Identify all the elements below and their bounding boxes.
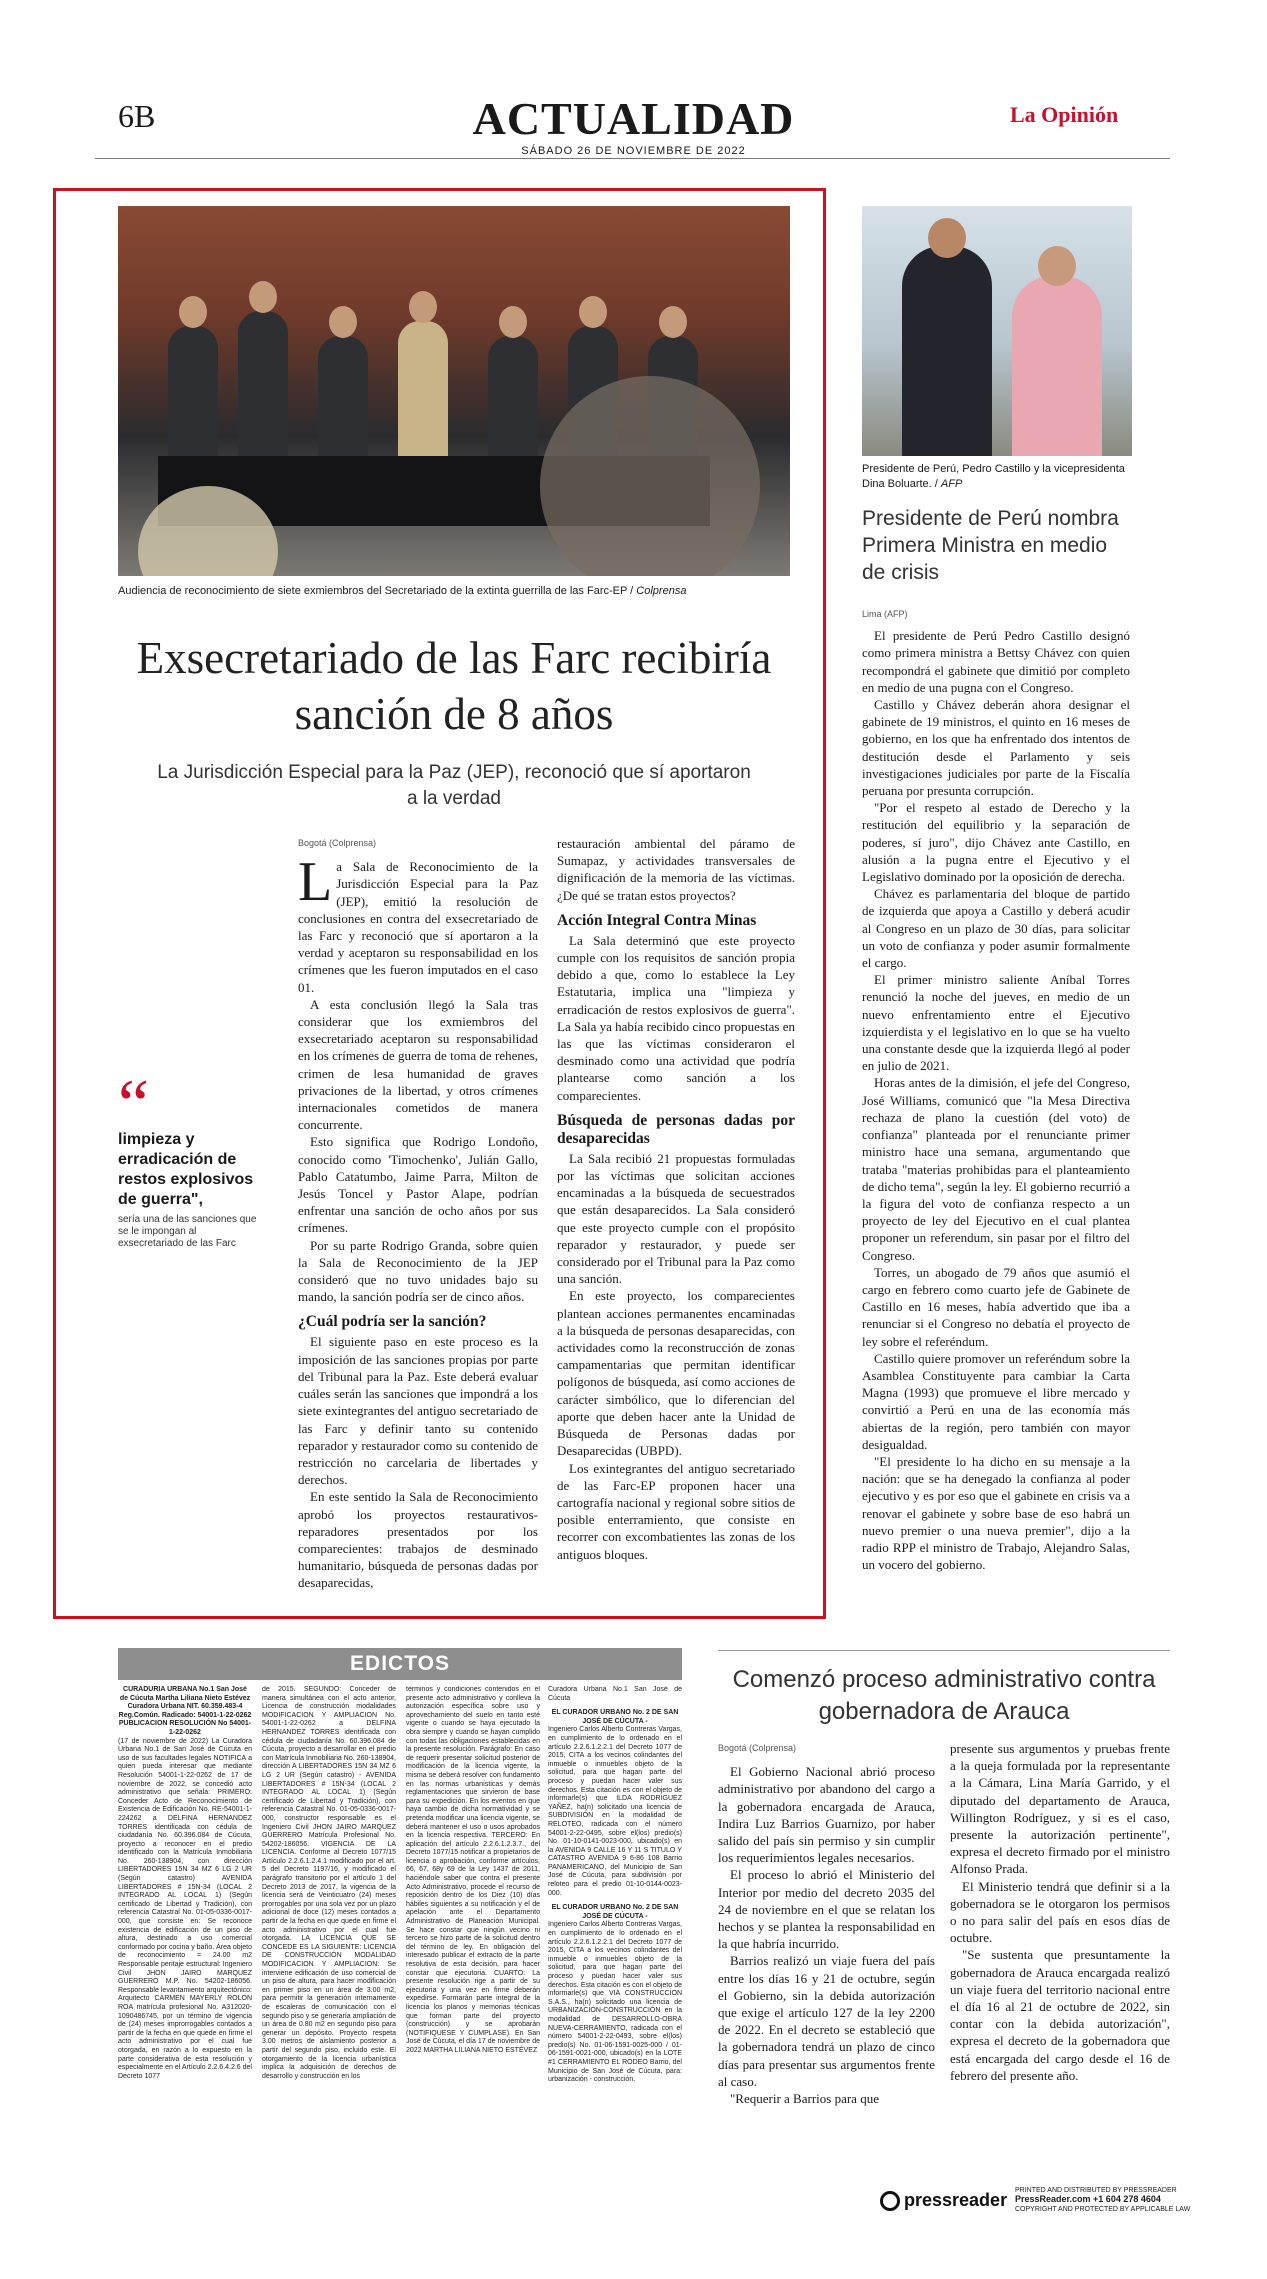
paragraph: Castillo y Chávez deberán ahora designar el gabinete de 19 ministros, el quinto en 16 meses de gobierno, en los que ha enfrentado dos intentos de destitución desde el Parlamento y seis investigaciones judiciales por parte de la Fiscalía peruana por presunta corrupción. — [862, 697, 1130, 799]
arauca-rule — [718, 1650, 1170, 1651]
paragraph: La Sala determinó que este proyecto cumple con los requisitos de sanción propia debido a que, como lo establece la Ley Estatutaria, implica una "limpieza y erradicación de restos explosivos de guerra". La Sala ya había recibido cinco propuestas en las que las víctimas consideraron el desminado como una actividad que podría plantearse como sanción a los comparecientes. — [557, 932, 795, 1103]
main-story-photo — [118, 206, 790, 576]
edicto-text: Curadora Urbana No.1 San José de Cúcuta — [548, 1686, 682, 1702]
main-story-column-1 — [298, 835, 538, 1610]
edicto-text: Ingeniero Carlos Alberto Contreras Vargas, en cumplimiento de lo ordenado en el artículo 2.2.6.1.2.2.1 del Decreto 1077 de 2015, CITA a los vecinos colindantes del inmueble o inmuebles objeto de la solicitud, para que hagan parte del proceso y puedan hacer valer sus derechos. Esta citación es con el objeto de informarle(s) que VIA CONSTRUCCION S.A.S., ha(n) solicitado una licencia de URBANIZACIÓN-CONSTRUCCIÓN en la modalidad de DESARROLLO-OBRA NUEVA-CERRAMIENTO, radicada con el número 54001-2-22-0493, sobre el(los) predio(s) No. 01-06-1591-0025-000 / 01-06-1591-0021-000, ubicado(s) en la LOTE #1 CERRAMIENTO EL RODEO Barrio, del Municipio de San José de Cúcuta, para: urbanización - construcción. — [548, 1921, 682, 2084]
main-story-column-2 — [557, 835, 795, 1610]
main-headline: Exsecretariado de las Farc recibiría sanción de 8 años — [136, 633, 772, 739]
paragraph: "Requerir a Barrios para que — [730, 2091, 879, 2107]
byline: Bogotá (Colprensa) — [298, 838, 377, 848]
byline: Lima (AFP) — [862, 609, 908, 619]
edicto-column-4 — [548, 1686, 682, 2156]
photo-credit: Colprensa — [636, 585, 687, 597]
edicto-text: términos y condiciones contenidos en el presente acto administrativo y conlleva la autorización específica sobre uso y aprovechamiento del suelo en tanto esté vigente o cuando se haya ejecutado la obra siempre y cuando se hayan cumplido con todas las obligaciones establecidas en la presente resolución. Parágrafo: En caso de requerir presentar solicitud posterior de modificación de la licencia vigente, la misma se deberá resolver con fundamento en las normas urbanísticas y demás reglamentaciones que sirvieron de base para su expedición. En los eventos en que haya cambio de dicha normatividad y se pretenda modificar una licencia vigente, se deberá mantener el uso o usos aprobados en la licencia respectiva. TERCERO: En aplicación del artículo 2.2.6.1.2.3.7., del Decreto 1077/15 notificar a propietarios de licencia o aprobación, conforme artículos, 66, 67, 68y 69 de la Ley 1437 de 2011, haciéndole saber que contra el presente Acto Administrativo, procede el recurso de reposición dentro de los Diez (10) días hábiles siguientes a su notificación y el de apelación ante el Departamento Administrativo de Planeación Municipal. Se hace constar que ningún vecino ni tercero se hizo parte de la solicitud dentro del término de ley. En obligación del interesado publicar el extracto de la parte resolutiva de esta decisión, para hacer constar que ejecutoria. CUARTO: La presente resolución rige a partir de su ejecutoria y una vez en firme deberán expedirse. Formarán parte integral de la licencia los planos y memorias técnicas que forman parte del proyecto (construcción) y se aprobarán (NOTIFIQUESE Y CUMPLASE). En San José de Cúcuta, el día 17 de noviembre de 2022 MARTHA LILIANA NIETO ESTÉVEZ — [406, 1686, 540, 2054]
paragraph: El siguiente paso en este proceso es la imposición de las sanciones propias por parte del Tribunal para la Paz. Este deberá evaluar cuáles serán las sanciones que impondrá a los siete exintegrantes del antiguo secretariado de las Farc y definir tanto su contenido reparador y restaurador como su contenido de restricción no carcelaria de libertades y derechos. — [298, 1334, 538, 1488]
paragraph: A esta conclusión llegó la Sala tras considerar que los exmiembros del exsecretariado aceptaron su responsabilidad en los crímenes de guerra de toma de rehenes, crimen de lesa humanidad de graves privaciones de la libertad, y otros crímenes internacionales cometidos de manera concurrente. — [298, 996, 538, 1133]
paragraph: restauración ambiental del páramo de Sumapaz, y actividades transversales de dignificación de la memoria de las víctimas. ¿De qué se tratan estos proyectos? — [557, 836, 795, 903]
paragraph: Horas antes de la dimisión, el jefe del Congreso, José Williams, comunicó que "la Mesa Directiva rechaza de plano la cuestión (del voto) de confianza" planteada por el renunciante primer ministro hace una semana, argumentando que trataba "materias prohibidas para el planteamiento de dicho tema", según la ley. El gobierno recurrió a la figura del voto de confianza respecto a un proyecto de ley del Ejecutivo en el cual plantea proponer un referendum, sin pasar por el filtro del Congreso. — [862, 1075, 1130, 1263]
newspaper-logo: La Opinión — [1010, 102, 1119, 127]
section-title: ACTUALIDAD — [472, 93, 795, 144]
edicto-text: Ingeniero Carlos Alberto Contreras Vargas, en cumplimiento de lo ordenado en el artículo 2.2.6.1.2.2.1 del Decreto 1077 de 2015, CITA a los vecinos colindantes del inmueble o inmuebles objeto de la solicitud, para que hagan parte del proceso y puedan hacer valer sus derechos. Esta citación es con el objeto de informarle(s) que ILDA RODRIGUEZ YAÑEZ, ha(n) solicitado una licencia de SUBDIVISIÓN en la modalidad de RELOTEO, radicada con el número 54001-2-22-0495, sobre el(los) predio(s) No. 01-10-0141-0023-000, ubicado(s) en la AVENIDA 9 CALLE 16 Y 11 S TITULO Y CATASTRO AVENIDA 9 6-86 108 Barrio PANAMERICANO, del Municipio de San José de Cúcuta, para subdivisión por reloteo para el predio 01-10-0144-0023-000. — [548, 1726, 682, 1897]
main-subhead: La Jurisdicción Especial para la Paz (JEP), reconoció que sí aportaron a la verdad — [157, 762, 751, 809]
paragraph: "Por el respeto al estado de Derecho y la restitución del equilibrio y la separación de poderes, sí juro", dijo Chávez ante Castillo, en alusión a la pugna entre el Ejecutivo y el Legislativo dominado por la oposición de derecha. — [862, 800, 1130, 885]
quote-mark-icon: “ — [118, 1066, 150, 1143]
edicto-column-2 — [262, 1686, 396, 2156]
paragraph: "Se sustenta que presuntamente la gobernadora de Arauca encargada realizó un viaje fuera del territorio nacional entre el día 16 al 21 de octubre de 2022, sin contar con la debida autorización", expresa el decreto de la gobernadora que está encargada del cargo desde el 16 de febrero del presente año. — [950, 1947, 1170, 2083]
edicto-column-1 — [118, 1686, 252, 2156]
paragraph: El Ministerio tendrá que definir si a la gobernadora se le otorgaron los permisos o no para salir del país en esos días de octubre. — [950, 1878, 1170, 1946]
paragraph: Torres, un abogado de 79 años que asumió el cargo en febrero como cuarto jefe de Gabinete de Castillo en 16 meses, había advertido que iba a renunciar si el Congreso no debatía el proyecto de ley sobre el referéndum. — [862, 1264, 1130, 1349]
main-photo-caption: Audiencia de reconocimiento de siete exmiembros del Secretariado de la extinta guerrilla de las Farc-EP / Colprensa — [118, 585, 687, 597]
peru-story-column — [862, 606, 1130, 1596]
pull-quote-text: limpieza y erradicación de restos explosivos de guerra", — [118, 1131, 254, 1208]
pull-quote-source: sería una de las sanciones que se le impongan al exsecretariado de las Farc — [118, 1214, 257, 1249]
paragraph: El proceso lo abrió el Ministerio del Interior por medio del decreto 2035 del 24 de noviembre en el que se relatan los hechos y se plantea la responsabilidad en la que habría incurrido. — [718, 1867, 935, 1952]
edicto-heading: CURADURIA URBANA No.1 San José de Cúcuta Martha Liliana Nieto Estévez Curadora Urbana NIT. 60.359.483-4 Reg.Común. Radicado: 54001-1-22-0262 PUBLICACION RESOLUCIÓN No 54001-1-22-0262 — [118, 1686, 252, 1736]
edicto-text: de 2015. SEGUNDO: Conceder de manera simultánea con el acto anterior, Licencia de construcción modalidades MODIFICACION Y AMPLIACION No. 54001-1-22-0262 a DELFINA HERNANDEZ TORRES identificada con cédula de ciudadanía No. 60.396.084 de Cúcuta, proyecto a desarrollar en el predio con Matrícula Inmobiliaria No. 260-138904, dirección A LIBERTADORES 15N 34 MZ 6 LG 2 UR (Según catastro) - AVENIDA LIBERTADORES # 15N-34 (LOCAL 2 INTEGRADO AL LOCAL 1) (Según certificado de Libertad y Tradición), con referencia Catastral No. 01-05-0336-0017-000, constructor responsable es el Ingeniero Civil JHON JAIRO MARQUEZ GUERRERO Matrícula Profesional No. 54202-186056. VIGENCIA DE LA LICENCIA. Conforme al Decreto 1077/15 Artículo 2.2.6.1.2.4.1 modificado por el art. 5 del Decreto 1197/16, y modificado el parágrafo transitorio por el artículo 1 del Decreto 2013 de 2017, la vigencia de la licencia será de Veinticuatro (24) meses prorrogables por una sola vez por un plazo adicional de doce (12) meses contados a partir de la fecha en que quede en firme el acto administrativo por el cual fue otorgada. LA LICENCIA QUE SE CONCEDE ES LA SIGUIENTE: LICENCIA DE CONSTRUCCIÓN MODALIDAD MODIFICACION Y AMPLIACION: Se interviene edificación de uso comercial de un piso de altura, para hacer modificación en primer piso en un área de 3.00 m2, para permitir la generación internamente de escaleras de comunicación con el segundo piso y se generaría ampliación de un área de 0.80 m2 en segundo piso para generar un depósito. Proyecto respeta 3.00 metros de aislamiento posterior a partir del segundo piso, incluido este. El otorgamiento de la licencia urbanística implica la adquisición de derechos de desarrollo y construcción en los — [262, 1686, 396, 2080]
subheading: Búsqueda de personas dadas por desaparecidas — [557, 1111, 795, 1147]
pressreader-icon — [880, 2191, 900, 2211]
paragraph: Esto significa que Rodrigo Londoño, conocido como 'Timochenko', Julián Gallo, Pablo Catatumbo, Jaime Parra, Milton de Jesús Toncel y Pastor Alape, podrían enfrentar una sanción de ocho años por sus crímenes. — [298, 1134, 538, 1236]
peru-photo-caption: Presidente de Perú, Pedro Castillo y la vicepresidenta Dina Boluarte. / AFP — [862, 463, 1125, 490]
page-number: 6B — [118, 98, 156, 134]
peru-headline: Presidente de Perú nombra Primera Ministra en medio de crisis — [862, 507, 1119, 584]
subheading: Acción Integral Contra Minas — [557, 911, 757, 929]
paragraph: El primer ministro saliente Aníbal Torres renunció la noche del jueves, en medio de un nuevo enfrentamiento entre el Ejecutivo izquierdista y el legislativo en lo que se ha vuelto una constante desde que la izquierda llegó al poder en julio de 2021. — [862, 972, 1130, 1074]
edicto-heading: EL CURADOR URBANO No. 2 DE SAN JOSÉ DE CÚCUTA - — [551, 1904, 679, 1920]
paragraph: Los exintegrantes del antiguo secretariado de las Farc-EP proponen hacer una cartografía nacional y regional sobre sitios de posible enterramiento, que consiste en recorrer con excombatientes las zonas de los antiguos bloques. — [557, 1460, 795, 1562]
drop-cap: L — [298, 851, 333, 914]
pressreader-logo: pressreader — [880, 2190, 1007, 2211]
paragraph: La Sala recibió 21 propuestas formuladas por las víctimas que solicitan acciones encaminadas a la búsqueda de secuestrados que están desaparecidos. La Sala consideró que este proyecto cumple con el propósito reparador y restaurador, y puede ser considerado por el Tribunal para la Paz como una sanción. — [557, 1150, 795, 1287]
paragraph: En este sentido la Sala de Reconocimiento aprobó los proyectos restaurativos-reparadores presentados por los comparecientes: trabajos de desminado humanitario, búsqueda de personas dadas por desaparecidas, — [298, 1489, 538, 1591]
pull-quote — [118, 1066, 258, 1250]
masthead-rule — [95, 158, 1170, 159]
paragraph: Por su parte Rodrigo Granda, sobre quien la Sala de Reconocimiento de la JEP consideró que no tuvo unidades bajo su mando, la sanción podría ser de cinco años. — [298, 1237, 538, 1305]
byline: Bogotá (Colprensa) — [718, 1743, 797, 1753]
edicto-heading: EL CURADOR URBANO No. 2 DE SAN JOSÉ DE CÚCUTA - — [551, 1709, 679, 1725]
edicto-text: (17 de noviembre de 2022) La Curadora Urbana No.1 de San José de Cúcuta en uso de sus facultades legales NOTIFICA a quien pueda interesar que mediante Resolución 54001-1-22-0262 de 17 de noviembre de 2022, se concedió acto administrativo que señala: PRIMERO: Conceder Acto de Reconocimiento de Existencia de Edificación No. RE-54001-1-224262 a DELFINA HERNANDEZ TORRES identificada con cédula de ciudadanía No. 60.396.084 de Cúcuta, proyecto a reconocer en el predio identificado con la Matrícula Inmobiliaria No. 260-138904, con dirección LIBERTADORES 15N 34 MZ 6 LG 2 UR (Según catastro) AVENIDA LIBERTADORES # 15N-34 (LOCAL 2 INTEGRADO AL LOCAL 1) (Según certificado de Libertad y Tradición), con referencia Catastral No. 01-05-0336-0017-000, que consiste en: Se reconoce existencia de edificación de un piso de altura, destinado a uso comercial conformado por cocina y baño. Área objeto de reconocimiento = 24.00 m2 Responsable peritaje estructural: Ingeniero Civil JHON JAIRO MARQUEZ GUERRERO M.P. No. 54202-186056. Responsable levantamiento arquitectónico: Arquitecto CARMEN MAYERLY ROLON ROA matrícula profesional No. A312020-1090486745, por un término de vigencia de (24) meses improrrogables contados a partir de la fecha en que quede en firme el acto administrativo por el cual fue otorgada, en razón a lo expuesto en la parte considerativa de esta resolución y especialmente en el Artículo 2.2.6.4.2.6 del Decreto 1077 — [118, 1737, 252, 2080]
paragraph: "El presidente lo ha dicho en su mensaje a la nación: que se ha denegado la confianza al poder ejecutivo y es por eso que el gabinete en crisis va a renovar el gabinete y sobre base de eso habrá un nuevo premier o una nueva premier", dijo a la radio RPP el ministro de Trabajo, Alejandro Salas, un vocero del gobierno. — [862, 1453, 1130, 1573]
edicto-column-3 — [406, 1686, 540, 2156]
paragraph: presente sus argumentos y pruebas frente a la queja formulada por la representante a la Cámara, Lina María Garrido, y el diputado del departamento de Arauca, Willington Rodríguez, y si es el caso, presente la autorización pertinente", expresa el decreto firmado por el ministro Alfonso Prada. — [950, 1741, 1170, 1877]
paragraph: Barrios realizó un viaje fuera del país entre los días 16 y 21 de octubre, según el Gobierno, sin la debida autorización que exige el artículo 127 de la ley 2200 de 2022. En el decreto se estableció que la gobernadora tendrá un plazo de cinco días para presentar sus argumentos frente al caso. — [718, 1953, 935, 2089]
paragraph: Castillo quiere promover un referéndum sobre la Asamblea Constituyente para cambiar la Carta Magna (1993) que promueve el libre mercado y convirtió a Perú en una de las economía más abiertas de la región, pero también con mayor desigualdad. — [862, 1350, 1130, 1452]
arauca-headline: Comenzó proceso administrativo contra gobernadora de Arauca — [732, 1666, 1156, 1725]
peru-story-photo — [862, 206, 1132, 456]
paragraph: Chávez es parlamentaria del bloque de partido de izquierda que apoya a Castillo y deberá acudir al Congreso en un plazo de 30 días, para solicitar un voto de confianza y poder asumir formalmente el cargo. — [862, 886, 1130, 971]
subheading: ¿Cuál podría ser la sanción? — [298, 1313, 487, 1331]
edictos-header: EDICTOS — [118, 1648, 682, 1680]
paragraph: El presidente de Perú Pedro Castillo designó como primera ministra a Bettsy Chávez con quien recompondrá el gabinete que dimitió por completo en medio de una pugna con el Congreso. — [862, 628, 1130, 695]
pressreader-info: PRINTED AND DISTRIBUTED BY PRESSREADER PressReader.com +1 604 278 4604 COPYRIGHT AND PROTECTED BY APPLICABLE LAW — [1015, 2187, 1191, 2213]
photo-credit: AFP — [940, 478, 963, 490]
arauca-column-1 — [718, 1740, 935, 2180]
paragraph: La Sala de Reconocimiento de la Jurisdicción Especial para la Paz (JEP), emitió la resolución de conclusiones en contra del exsecretariado de las Farc y reconoció que sí aportaron a la verdad y aceptaron su responsabilidad en los crímenes que les fueron imputados en el caso 01. — [298, 851, 538, 995]
paragraph: En este proyecto, los comparecientes plantean acciones permanentes encaminadas a la búsqueda de personas desaparecidas, con actividades como la reconstrucción de zonas campamentarias que permitan identificar polígonos de búsqueda, así como acciones de carácter simbólico, que lo diferencian del aporte que deben hacer ante la Unidad de Búsqueda de Personas dadas por Desaparecidas (UBPD). — [557, 1288, 795, 1459]
paragraph: El Gobierno Nacional abrió proceso administrativo por abandono del cargo a la gobernadora encargada de Arauca, Indira Luz Barrios Guarnizo, por haber salido del país sin permiso y sin cumplir los requerimientos legales necesarios. — [718, 1764, 935, 1866]
arauca-column-2 — [950, 1740, 1170, 2180]
issue-date: SÁBADO 26 DE NOVIEMBRE DE 2022 — [521, 145, 746, 157]
